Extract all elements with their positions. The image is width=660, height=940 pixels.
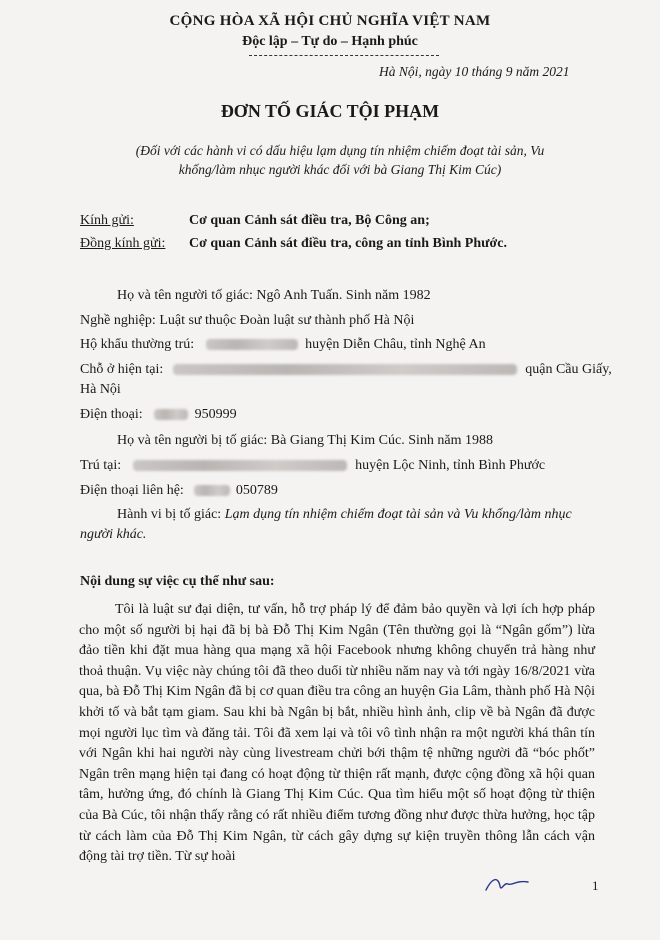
country-header: CỘNG HÒA XÃ HỘI CHỦ NGHĨA VIỆT NAM <box>169 13 491 29</box>
acts-value: Lạm dụng tín nhiệm chiếm đoạt tài sản và Vu khống/làm nhục <box>224 507 572 522</box>
redacted-block <box>154 409 188 420</box>
accused-phone <box>80 483 278 499</box>
document-subtitle: (Đối với các hành vi có dấu hiệu lạm dụng tín nhiệm chiếm đoạt tài sản, Vu khống/làm nhục người khác đối với bà Giang Thị Kim Cúc) <box>135 143 545 177</box>
phone-label: Điện thoại: <box>80 407 143 422</box>
document-title: ĐƠN TỐ GIÁC TỘI PHẠM <box>220 101 440 121</box>
accused-phone-value: 050789 <box>235 483 278 498</box>
accuser-current <box>80 362 612 378</box>
page-number: 1 <box>592 878 599 893</box>
accused-acts <box>117 507 572 523</box>
accuser-phone <box>80 407 237 423</box>
accused-name: Họ và tên người bị tố giác: Bà Giang Thị Kim Cúc. Sinh năm 1988 <box>117 433 493 448</box>
residence-value: huyện Diễn Châu, tỉnh Nghệ An <box>305 337 486 352</box>
current-value: quận Cầu Giấy, <box>525 362 612 377</box>
content-text: Tôi là luật sư đại diện, tư vấn, hỗ trợ pháp lý để đảm bảo quyền và lợi ích hợp pháp cho một số người bị hại đã bị bà Đỗ Thị Kim Ngân (Tên thường gọi là “Ngân gốm”) lừa đảo tiền khi đặt mua hàng qua mạng xã hội Facebook nhưng không chuyển trả hàng như thoả thuận. Vụ việc này chúng tôi đã theo duổi từ nhiều năm nay và tới ngày 16/8/2021 vừa qua, bà Đỗ Thị Kim Ngân đã bị cơ quan điều tra công an huyện Gia Lâm, thành phố Hà Nội khởi tố và bắt tạm giam. Sau khi bà Ngân bị bắt, nhiều hình ảnh, clip về bà Ngân đã được mọi người lục tìm và đăng tải. Tôi đã xem lại và tôi vô tình nhận ra một người khá thân tín với Ngân khi hai người này cùng livestream chửi bới thậm tệ những người đã “bóc phốt” Ngân trên mạng hiện tại đang có hoạt động từ thiện rất mạnh, được cộng đồng xã hội quan tâm, hưởng ứng, đó chính là Giang Thị Kim Cúc. Qua tìm hiểu một số hoạt động từ thiện của Bà Cúc, tôi nhận thấy rằng có rất nhiều điểm tương đồng như được thừa hưởng, học tập từ cách làm của Đỗ Thị Kim Ngân, từ cách gây dựng sự kiện truyền thông lẫn cách vận động tài trợ tiền. Từ sự hoài <box>79 602 595 865</box>
content-body <box>79 600 595 868</box>
current-label: Chỗ ở hiện tại: <box>80 362 164 377</box>
acts-label: Hành vi bị tố giác: <box>117 507 222 522</box>
to-label: Kính gửi: <box>80 213 134 228</box>
cc-value: Cơ quan Cảnh sát điều tra, công an tỉnh Bình Phước. <box>189 236 507 251</box>
redacted-block <box>206 339 298 350</box>
accuser-job: Nghề nghiệp: Luật sư thuộc Đoàn luật sư thành phố Hà Nội <box>80 313 415 328</box>
accused-address <box>80 458 545 474</box>
redacted-block <box>194 485 230 496</box>
content-heading: Nội dung sự việc cụ thể như sau: <box>80 574 275 589</box>
redacted-block <box>133 460 347 471</box>
phone-value: 950999 <box>194 407 237 422</box>
motto: Độc lập – Tự do – Hạnh phúc <box>242 34 418 49</box>
accused-phone-label: Điện thoại liên hệ: <box>80 483 184 498</box>
address-label: Trú tại: <box>80 458 122 473</box>
redacted-block <box>173 364 517 375</box>
accuser-residence <box>80 337 486 353</box>
address-value: huyện Lộc Ninh, tỉnh Bình Phước <box>355 458 546 473</box>
acts-value-cont: người khác. <box>80 527 147 542</box>
accuser-name: Họ và tên người tố giác: Ngô Anh Tuấn. Sinh năm 1982 <box>117 288 431 303</box>
residence-label: Hộ khẩu thường trú: <box>80 337 195 352</box>
current-value-cont: Hà Nội <box>80 382 121 397</box>
to-value: Cơ quan Cảnh sát điều tra, Bộ Công an; <box>189 213 430 228</box>
document-date: Hà Nội, ngày 10 tháng 9 năm 2021 <box>379 64 570 79</box>
signature-mark <box>482 872 542 896</box>
cc-label: Đồng kính gửi: <box>80 236 166 251</box>
header-divider <box>249 55 439 56</box>
